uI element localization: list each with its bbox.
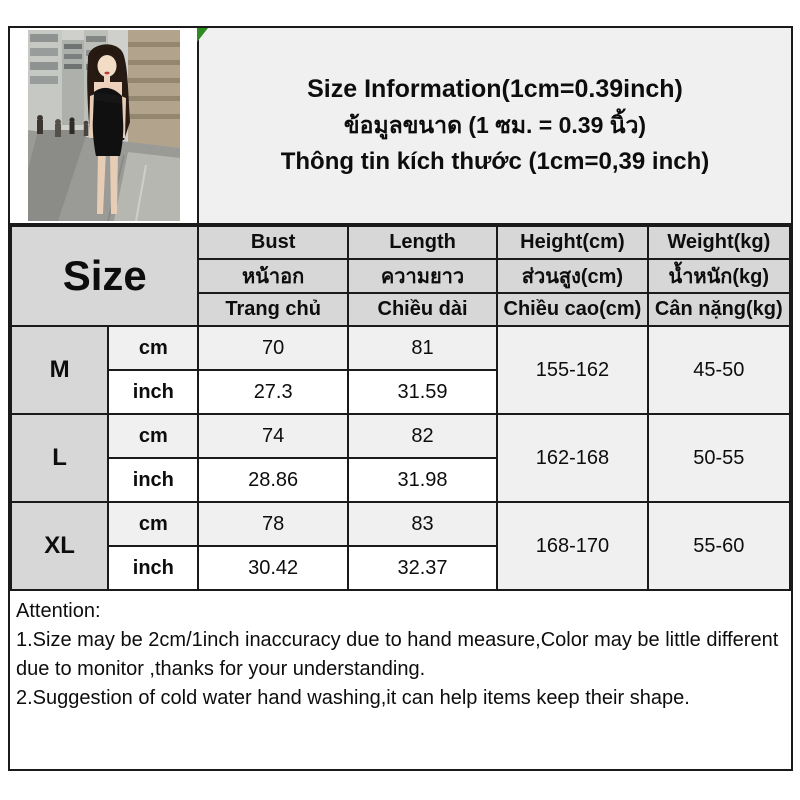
header-height-en: Height(cm) — [497, 226, 647, 259]
header-weight-vi: Cân nặng(kg) — [648, 293, 790, 326]
cell-xl-cm-length: 83 — [348, 502, 497, 546]
header-length-en: Length — [348, 226, 497, 259]
cell-l-weight: 50-55 — [648, 414, 790, 502]
cell-xl-inch-bust: 30.42 — [198, 546, 347, 590]
header-height-th: ส่วนสูง(cm) — [497, 259, 647, 293]
cell-l-cm-length: 82 — [348, 414, 497, 458]
header-bust-vi: Trang chủ — [198, 293, 347, 326]
title-english: Size Information(1cm=0.39inch) — [307, 75, 683, 103]
cell-m-height: 155-162 — [497, 326, 647, 414]
header-row-english — [11, 226, 790, 259]
unit-l-cm: cm — [108, 414, 198, 458]
size-xl: XL — [11, 502, 108, 590]
title-vietnamese: Thông tin kích thước (1cm=0,39 inch) — [280, 148, 710, 175]
unit-m-cm: cm — [108, 326, 198, 370]
cell-l-inch-length: 31.98 — [348, 458, 497, 502]
cell-xl-cm-bust: 78 — [198, 502, 347, 546]
row-xl-cm — [11, 502, 790, 546]
top-banner — [10, 28, 791, 225]
attention-heading: Attention: — [16, 600, 101, 622]
cell-m-inch-bust: 27.3 — [198, 370, 347, 414]
unit-m-inch: inch — [108, 370, 198, 414]
attention-note-2: 2.Suggestion of cold water hand washing,it can help items keep their shape. — [16, 687, 690, 709]
cell-m-cm-length: 81 — [348, 326, 497, 370]
header-weight-en: Weight(kg) — [648, 226, 790, 259]
attention-note-1: 1.Size may be 2cm/1inch inaccuracy due to hand measure,Color may be little different due to monitor ,thanks for your understanding. — [16, 629, 779, 680]
cell-xl-weight: 55-60 — [648, 502, 790, 590]
product-photo — [28, 30, 180, 221]
header-bust-en: Bust — [198, 226, 347, 259]
cell-m-inch-length: 31.59 — [348, 370, 497, 414]
cell-l-height: 162-168 — [497, 414, 647, 502]
size-info-sheet — [8, 26, 793, 771]
header-bust-th: หน้าอก — [198, 259, 347, 293]
title-thai: ข้อมูลขนาด (1 ซม. = 0.39 นิ้ว) — [343, 112, 647, 138]
cell-xl-inch-length: 32.37 — [348, 546, 497, 590]
cell-m-weight: 45-50 — [648, 326, 790, 414]
size-m: M — [11, 326, 108, 414]
header-weight-th: น้ำหนัก(kg) — [648, 259, 790, 293]
size-table — [10, 225, 791, 591]
unit-xl-cm: cm — [108, 502, 198, 546]
size-l: L — [11, 414, 108, 502]
header-length-vi: Chiều dài — [348, 293, 497, 326]
cell-m-cm-bust: 70 — [198, 326, 347, 370]
row-l-cm — [11, 414, 790, 458]
header-height-vi: Chiều cao(cm) — [497, 293, 647, 326]
size-info-title-block — [199, 28, 791, 223]
cell-l-inch-bust: 28.86 — [198, 458, 347, 502]
unit-xl-inch: inch — [108, 546, 198, 590]
unit-l-inch: inch — [108, 458, 198, 502]
header-size: Size — [11, 226, 198, 326]
product-photo-cell — [10, 28, 199, 223]
header-length-th: ความยาว — [348, 259, 497, 293]
cell-l-cm-bust: 74 — [198, 414, 347, 458]
cell-xl-height: 168-170 — [497, 502, 647, 590]
attention-section — [10, 591, 791, 713]
row-m-cm — [11, 326, 790, 370]
